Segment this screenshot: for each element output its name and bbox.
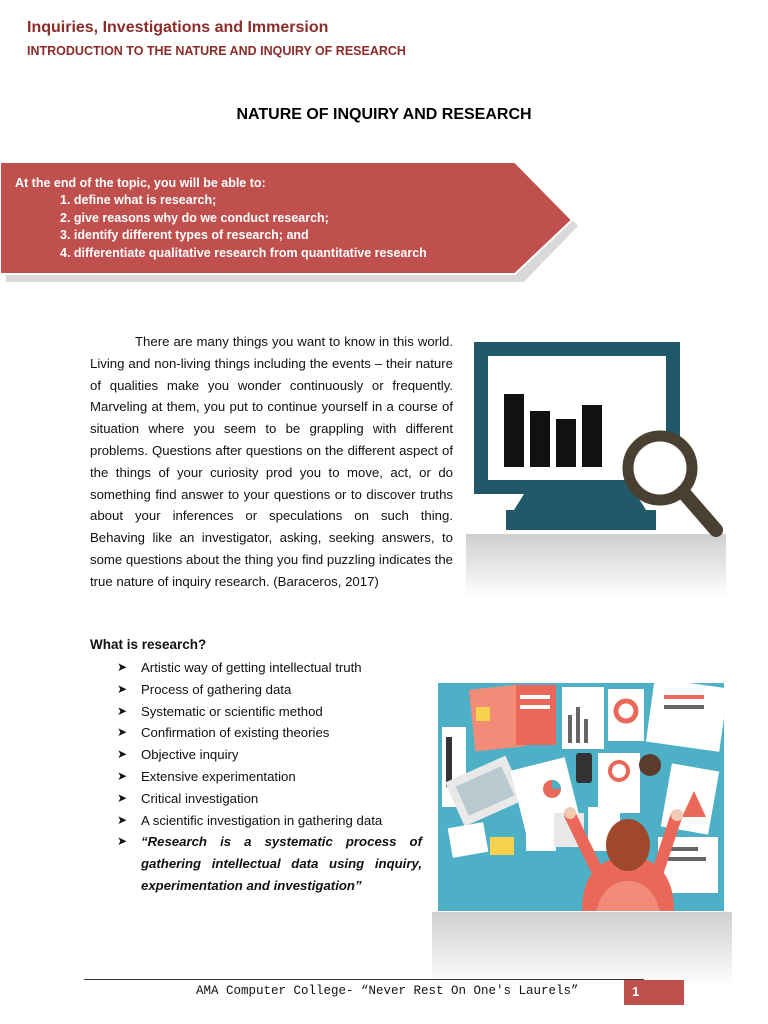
list-item-text: Confirmation of existing theories [141,725,330,741]
arrowhead-bullet-icon: ➤ [117,681,128,696]
list-item [117,766,422,788]
definition-text: “Research is a systematic process of gathering intellectual data using inquiry, experimentation and investigation” [141,834,422,893]
arrowhead-bullet-icon: ➤ [117,834,128,849]
objective-item: 3. identify different types of research; and [60,228,309,243]
list-item-text: A scientific investigation in gathering data [141,812,383,828]
arrowhead-bullet-icon: ➤ [117,725,128,740]
list-item-text: Critical investigation [141,790,259,806]
monitor-bar-chart-magnifier-icon [466,334,726,598]
list-item [117,657,422,679]
objectives-intro: At the end of the topic, you will be able to: [15,176,266,190]
arrowhead-bullet-icon: ➤ [117,812,128,827]
list-item [117,788,422,810]
arrowhead-bullet-icon: ➤ [117,660,128,674]
list-item-text: Process of gathering data [141,681,292,697]
list-item [117,744,422,766]
arrowhead-bullet-icon: ➤ [117,703,128,718]
objective-item: 4. differentiate qualitative research from quantitative research [60,245,427,260]
footer-text: AMA Computer College- “Never Rest On One's Laurels” [196,984,579,998]
arrowhead-bullet-icon: ➤ [117,768,128,783]
list-item-text: Objective inquiry [141,747,239,763]
arrowhead-bullet-icon: ➤ [117,790,128,805]
list-item-text: Extensive experimentation [141,768,296,784]
course-subtitle: INTRODUCTION TO THE NATURE AND INQUIRY OF RESEARCH [27,44,406,58]
what-is-research-heading: What is research? [90,637,207,652]
research-definition-quote [117,831,422,896]
research-definitions-list [117,657,422,897]
list-item [117,701,422,723]
footer-divider [84,979,644,980]
intro-paragraph [90,331,453,593]
researcher-desk-illustration [432,667,732,987]
intro-text: There are many things you want to know in this world. Living and non-living things including the events – their nature of qualities make you wonder continuously or frequently. Marveling at them, you put to continue yourself in a course of situation where you seem to be grappling with different problems. Questions after questions on the different aspect of the things of your curiosity prod you to move, act, or do something find answer to your questions or to discover truths about your inferences or speculations on such thing. Behaving like an investigator, asking, seeking answers, to some questions about the thing you find puzzling indicates the true nature of inquiry research. (Baraceros, 2017) [90,334,453,589]
researcher-at-desk-illustration [432,667,732,987]
objective-item: 1. define what is research; [60,193,217,208]
arrowhead-bullet-icon: ➤ [117,747,128,762]
course-title: Inquiries, Investigations and Immersion [27,19,329,36]
page-number-badge [624,980,684,1005]
list-item [117,722,422,744]
list-item-text: Artistic way of getting intellectual truth [141,660,362,675]
list-item [117,679,422,701]
list-item [117,810,422,832]
monitor-illustration [466,334,726,598]
objectives-text [15,175,427,262]
list-item-text: Systematic or scientific method [141,703,323,719]
objective-item: 2. give reasons why do we conduct research; [60,210,329,225]
page-title: NATURE OF INQUIRY AND RESEARCH [236,106,532,123]
page-number: 1 [632,984,640,999]
